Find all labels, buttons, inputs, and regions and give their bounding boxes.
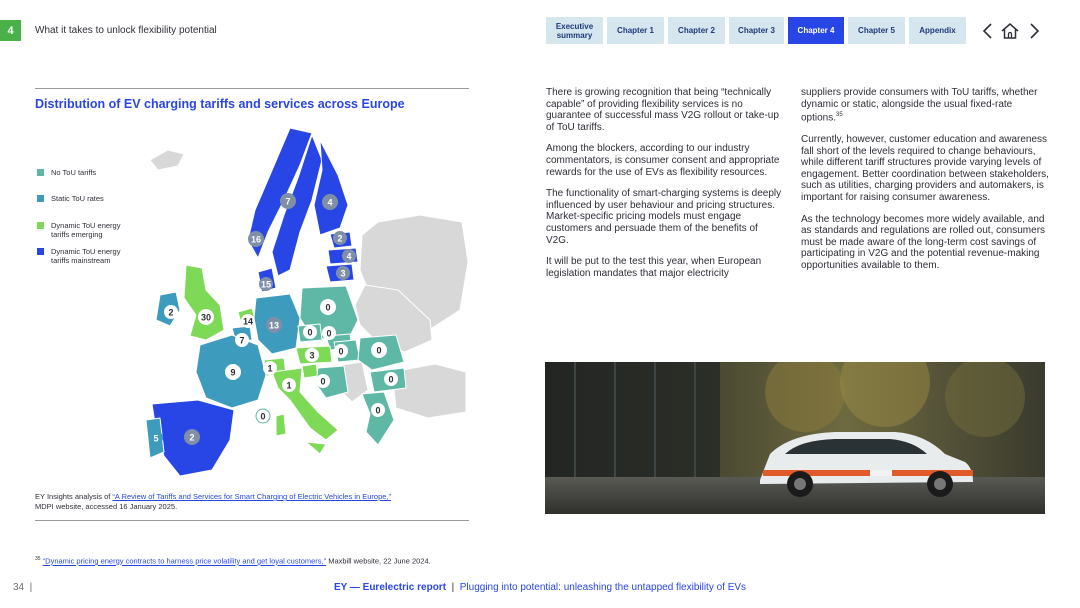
svg-text:14: 14 [242, 316, 254, 327]
tab-chapter-1[interactable]: Chapter 1 [607, 17, 664, 44]
map-label-bulgaria [384, 372, 398, 386]
source-suffix: MDPI website, accessed 16 January 2025. [35, 502, 178, 511]
svg-text:0: 0 [338, 346, 344, 357]
svg-text:0: 0 [376, 345, 382, 356]
paragraph-text: suppliers provide consumers with ToU tariffs, whether dynamic or static, alongside the usual fixed-rate options. [801, 87, 1038, 124]
map-region-uk [184, 265, 224, 340]
svg-text:13: 13 [268, 320, 280, 331]
map-label-france [225, 364, 241, 380]
svg-text:1: 1 [267, 363, 273, 374]
map-label-czechia [303, 325, 317, 339]
map-label-denmark [259, 277, 273, 291]
map-label-corsica [256, 409, 270, 423]
map-label-germany [266, 317, 282, 333]
svg-text:30: 30 [200, 312, 212, 323]
chart-bottom-rule [35, 520, 469, 521]
footnote-suffix: Maxbill website, 22 June 2024. [326, 556, 431, 566]
footnote-number: 35 [35, 556, 41, 562]
map-label-ireland [164, 305, 178, 319]
map-region-sardinia [276, 414, 286, 436]
map-label-latvia [342, 249, 356, 263]
section-title: What it takes to unlock flexibility potential [35, 25, 217, 36]
svg-text:2: 2 [189, 432, 195, 443]
map-label-spain [184, 429, 200, 445]
map-label-croatia [316, 374, 330, 388]
tab-executive-summary[interactable]: Executive summary [546, 17, 603, 44]
chart-top-rule [35, 88, 469, 89]
legend-item-no-tou [37, 168, 96, 177]
legend-swatch [37, 195, 44, 202]
legend-item-dynamic-mainstream [37, 247, 137, 265]
legend-label: Dynamic ToU energy tariffs emerging [51, 221, 121, 239]
map-region-sicily [306, 442, 326, 454]
svg-text:3: 3 [309, 350, 315, 361]
paragraph [801, 87, 1049, 124]
legend-label: Static ToU rates [51, 194, 104, 203]
paragraph: Currently, however, customer education and awareness fall short of the levels required to change behaviours, while different tariff structures provide varying levels of engagement. Better coordination between stakeholders, such as utilities, charging providers and automakers, is important for raising consumer awareness. [801, 134, 1049, 204]
paragraph: The functionality of smart-charging systems is deeply influenced by user behaviour and pricing structures. Market-specific pricing models must engage customers and persuade them of the benefits of V2G. [546, 188, 782, 246]
svg-text:3: 3 [340, 268, 346, 279]
svg-text:0: 0 [307, 327, 313, 338]
legend-item-dynamic-emerging [37, 221, 137, 239]
legend-swatch [37, 222, 44, 229]
svg-text:0: 0 [325, 302, 331, 313]
svg-text:1: 1 [286, 380, 292, 391]
legend-label: No ToU tariffs [51, 168, 97, 177]
svg-text:0: 0 [375, 405, 381, 416]
body-column-2 [801, 87, 1049, 282]
svg-text:0: 0 [260, 411, 266, 422]
map-region-iceland [150, 150, 184, 170]
svg-text:0: 0 [326, 328, 332, 339]
legend-swatch [37, 248, 44, 255]
map-label-austria [305, 348, 319, 362]
map-label-finland [322, 194, 338, 210]
chevron-left-icon[interactable] [976, 18, 998, 44]
map-label-switzerland [263, 361, 277, 375]
map-label-uk [198, 309, 214, 325]
map-label-poland [320, 299, 336, 315]
legend-item-static-tou [37, 194, 104, 203]
svg-text:0: 0 [388, 374, 394, 385]
home-icon[interactable] [999, 18, 1021, 44]
map-label-lithuania [336, 266, 350, 280]
map-label-netherlands [241, 314, 255, 328]
map-label-portugal [149, 431, 163, 445]
tab-appendix[interactable]: Appendix [909, 17, 966, 44]
svg-text:2: 2 [168, 307, 174, 318]
ev-charging-photo [545, 362, 1045, 514]
footer-separator: | [448, 582, 457, 593]
map-label-greece [371, 403, 385, 417]
map-region-greece [362, 392, 394, 445]
svg-text:4: 4 [327, 197, 333, 208]
footnote-link[interactable]: “Dynamic pricing energy contracts to harness price volatility and get loyal customers,” [42, 556, 327, 566]
section-number-badge: 4 [0, 20, 21, 41]
page-number-separator: | [24, 582, 33, 593]
paragraph: It will be put to the test this year, when European legislation mandates that major electricity [546, 256, 762, 279]
paragraph: As the technology becomes more widely available, and as standards and regulations are rolled out, consumers must be made aware of the long-term cost savings of participating in V2G and the potential revenue-making opportunities available to them. [801, 213, 1046, 272]
footnote-ref[interactable]: 35 [836, 112, 843, 119]
svg-text:9: 9 [230, 367, 236, 378]
svg-text:5: 5 [153, 433, 159, 444]
map-label-belgium [235, 333, 249, 347]
source-prefix: EY Insights analysis of [35, 492, 113, 501]
svg-text:16: 16 [250, 234, 262, 245]
map-region-slovenia [302, 364, 318, 378]
svg-text:7: 7 [239, 335, 245, 346]
svg-text:2: 2 [337, 233, 343, 244]
tab-chapter-5[interactable]: Chapter 5 [848, 17, 905, 44]
svg-text:15: 15 [260, 279, 272, 290]
footer-brand: EY — Eurelectric report [333, 582, 447, 593]
map-label-slovakia [322, 326, 336, 340]
svg-text:7: 7 [285, 196, 291, 207]
chevron-right-icon[interactable] [1024, 18, 1046, 44]
paragraph: There is growing recognition that being “technically capable” of providing flexibility services is no guarantee of successful mass V2G rollout or take-up of ToU tariffs. [546, 87, 779, 133]
chart-source [35, 492, 465, 512]
source-link[interactable]: “A Review of Tariffs and Services for Smart Charging of Electric Vehicles in Europe,” [112, 492, 392, 501]
paragraph: Among the blockers, according to our industry commentators, is consumer consent and appropriate rewards for the use of EVs as flexibility resources. [546, 143, 780, 178]
svg-text:4: 4 [346, 251, 352, 262]
map-label-hungary [334, 344, 348, 358]
europe-map [140, 125, 470, 485]
map-label-romania [371, 342, 387, 358]
legend-label: Dynamic ToU energy tariffs mainstream [51, 247, 121, 265]
tab-chapter-2[interactable]: Chapter 2 [668, 17, 725, 44]
svg-text:0: 0 [320, 376, 326, 387]
body-column-1 [546, 87, 782, 289]
footnote [35, 556, 431, 566]
tab-chapter-3[interactable]: Chapter 3 [729, 17, 784, 44]
legend-swatch [37, 169, 44, 176]
map-label-estonia [333, 231, 347, 245]
tab-chapter-4[interactable]: Chapter 4 [788, 17, 844, 44]
footer [0, 582, 1080, 593]
page-number-value: 34 [13, 582, 25, 593]
map-label-norway [280, 193, 296, 209]
chart-title: Distribution of EV charging tariffs and services across Europe [35, 97, 405, 111]
map-label-italy [282, 378, 296, 392]
map-label-sweden [248, 231, 264, 247]
footer-subtitle: Plugging into potential: unleashing the untapped flexibility of EVs [459, 582, 747, 593]
